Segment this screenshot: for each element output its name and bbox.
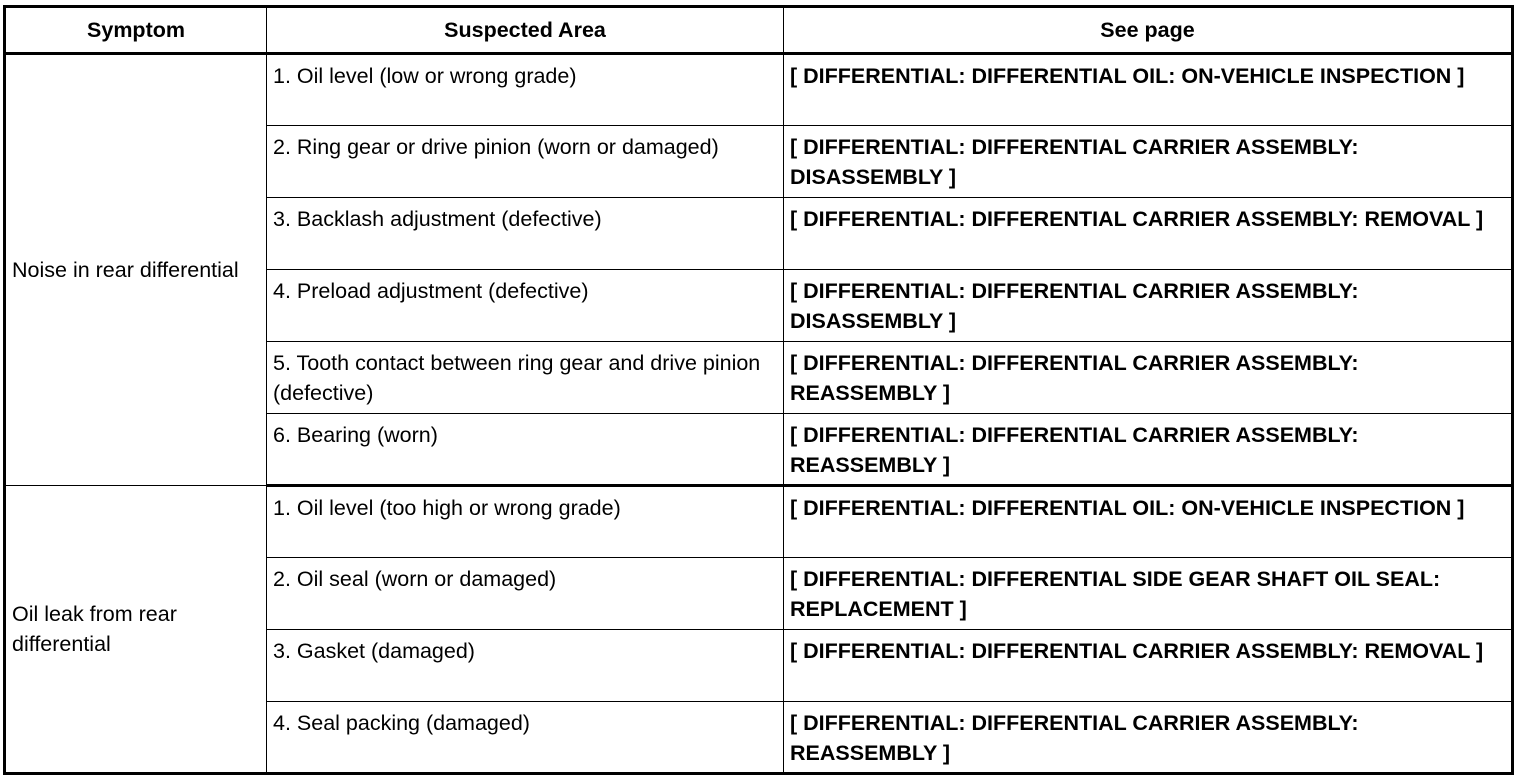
see-page-link[interactable]: [ DIFFERENTIAL: DIFFERENTIAL OIL: ON-VEHICLE INSPECTION ] bbox=[784, 54, 1513, 126]
suspected-area-cell: 4. Seal packing (damaged) bbox=[267, 702, 784, 774]
see-page-link[interactable]: [ DIFFERENTIAL: DIFFERENTIAL CARRIER ASSEMBLY: REMOVAL ] bbox=[784, 630, 1513, 702]
header-see-page: See page bbox=[784, 7, 1513, 54]
suspected-area-cell: 2. Ring gear or drive pinion (worn or damaged) bbox=[267, 126, 784, 198]
see-page-link[interactable]: [ DIFFERENTIAL: DIFFERENTIAL OIL: ON-VEHICLE INSPECTION ] bbox=[784, 486, 1513, 558]
diagnostic-table bbox=[3, 5, 1514, 775]
suspected-area-cell: 4. Preload adjustment (defective) bbox=[267, 270, 784, 342]
table-row bbox=[5, 54, 1513, 126]
see-page-link[interactable]: [ DIFFERENTIAL: DIFFERENTIAL SIDE GEAR SHAFT OIL SEAL: REPLACEMENT ] bbox=[784, 558, 1513, 630]
see-page-link[interactable]: [ DIFFERENTIAL: DIFFERENTIAL CARRIER ASSEMBLY: REASSEMBLY ] bbox=[784, 702, 1513, 774]
diagnostic-table-container bbox=[3, 5, 1514, 775]
suspected-area-cell: 1. Oil level (low or wrong grade) bbox=[267, 54, 784, 126]
see-page-link[interactable]: [ DIFFERENTIAL: DIFFERENTIAL CARRIER ASSEMBLY: REASSEMBLY ] bbox=[784, 414, 1513, 486]
header-row bbox=[5, 7, 1513, 54]
suspected-area-cell: 5. Tooth contact between ring gear and drive pinion (defective) bbox=[267, 342, 784, 414]
see-page-link[interactable]: [ DIFFERENTIAL: DIFFERENTIAL CARRIER ASSEMBLY: DISASSEMBLY ] bbox=[784, 270, 1513, 342]
header-symptom: Symptom bbox=[5, 7, 267, 54]
suspected-area-cell: 1. Oil level (too high or wrong grade) bbox=[267, 486, 784, 558]
suspected-area-cell: 3. Backlash adjustment (defective) bbox=[267, 198, 784, 270]
suspected-area-cell: 6. Bearing (worn) bbox=[267, 414, 784, 486]
see-page-link[interactable]: [ DIFFERENTIAL: DIFFERENTIAL CARRIER ASSEMBLY: DISASSEMBLY ] bbox=[784, 126, 1513, 198]
header-suspected-area: Suspected Area bbox=[267, 7, 784, 54]
table-row bbox=[5, 486, 1513, 558]
see-page-link[interactable]: [ DIFFERENTIAL: DIFFERENTIAL CARRIER ASSEMBLY: REMOVAL ] bbox=[784, 198, 1513, 270]
symptom-cell: Oil leak from rear differential bbox=[5, 486, 267, 774]
suspected-area-cell: 2. Oil seal (worn or damaged) bbox=[267, 558, 784, 630]
symptom-cell: Noise in rear differential bbox=[5, 54, 267, 486]
see-page-link[interactable]: [ DIFFERENTIAL: DIFFERENTIAL CARRIER ASSEMBLY: REASSEMBLY ] bbox=[784, 342, 1513, 414]
suspected-area-cell: 3. Gasket (damaged) bbox=[267, 630, 784, 702]
